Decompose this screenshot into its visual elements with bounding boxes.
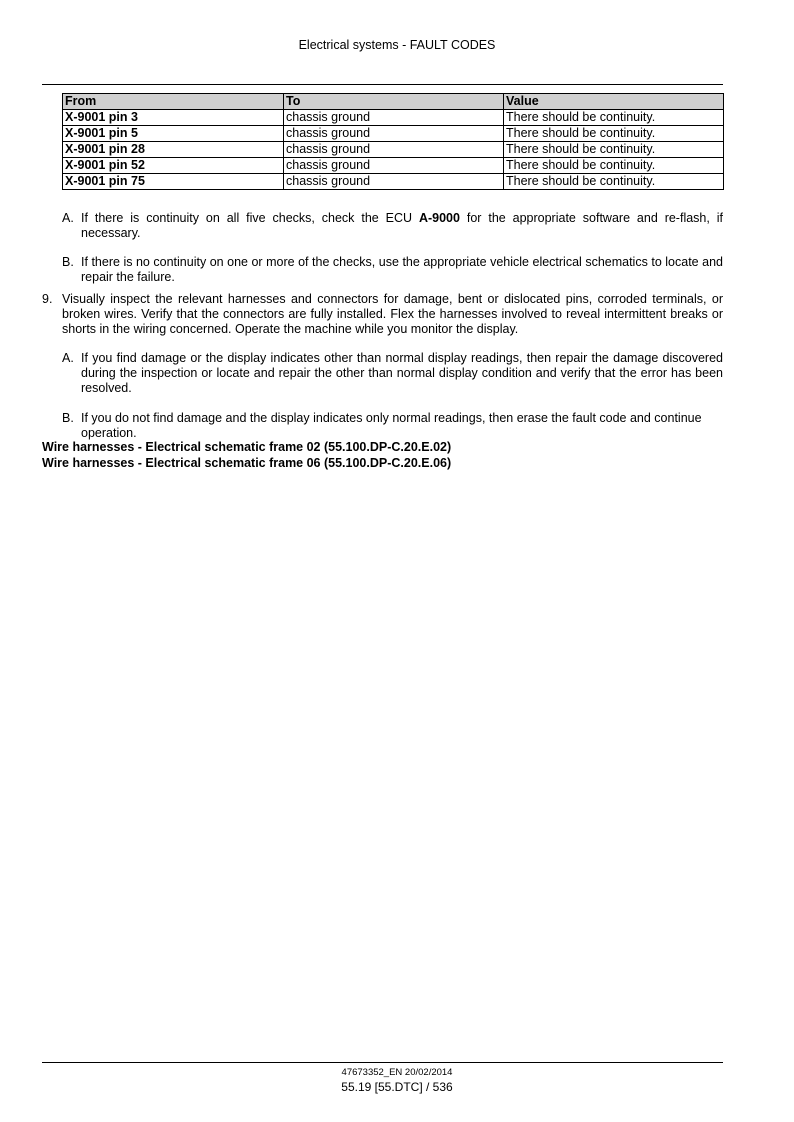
cell-from: X-9001 pin 28 [63, 142, 284, 158]
step8-b-text: If there is no continuity on one or more of the checks, use the appropriate vehicle electrical schematics to locate and repair the failure. [81, 255, 723, 284]
column-header-to: To [284, 94, 504, 110]
step8-a-marker: A. [62, 211, 74, 225]
schematic-frame-06-link[interactable]: Wire harnesses - Electrical schematic frame 06 (55.100.DP-C.20.E.06) [42, 456, 452, 470]
step9-text: Visually inspect the relevant harnesses and connectors for damage, bent or dislocated pins, corroded terminals, or broken wires. Verify that the connectors are fully installed. Flex the harnesses involved to reveal intermittent breaks or shorts in the wiring concerned. Operate the machine while you monitor the display. [62, 292, 723, 336]
cell-from: X-9001 pin 75 [63, 174, 284, 190]
table-header-row [63, 94, 724, 110]
ecu-identifier: A-9000 [418, 211, 460, 225]
header-divider [42, 84, 723, 85]
step8-a-text-before: If there is continuity on all five checks, check the ECU [81, 211, 419, 225]
column-header-value: Value [504, 94, 724, 110]
column-header-from: From [63, 94, 284, 110]
table-row [63, 142, 724, 158]
cell-to: chassis ground [284, 174, 504, 190]
page-header-title: Electrical systems - FAULT CODES [298, 38, 496, 52]
cell-value: There should be continuity. [504, 110, 724, 126]
step9-a-text: If you find damage or the display indicates other than normal display readings, then repair the damage discovered during the inspection or locate and repair the other than normal display condition and verify that the error has been resolved. [81, 351, 723, 395]
cell-from: X-9001 pin 3 [63, 110, 284, 126]
table-row [63, 158, 724, 174]
footer-divider [42, 1062, 723, 1063]
cell-value: There should be continuity. [504, 174, 724, 190]
cell-to: chassis ground [284, 158, 504, 174]
cell-value: There should be continuity. [504, 142, 724, 158]
page-number: 55.19 [55.DTC] / 536 [341, 1080, 453, 1094]
table-row [63, 110, 724, 126]
step8-b-marker: B. [62, 255, 74, 269]
step9-b-text: If you do not find damage and the display indicates only normal readings, then erase the fault code and continue operation. [81, 411, 702, 440]
table-row [63, 126, 724, 142]
cell-from: X-9001 pin 5 [63, 126, 284, 142]
cell-to: chassis ground [284, 110, 504, 126]
cell-to: chassis ground [284, 142, 504, 158]
cell-value: There should be continuity. [504, 158, 724, 174]
step9-marker: 9. [42, 292, 53, 306]
cell-value: There should be continuity. [504, 126, 724, 142]
document-id: 47673352_EN 20/02/2014 [341, 1067, 453, 1078]
cell-to: chassis ground [284, 126, 504, 142]
step8-a-text [81, 211, 723, 241]
continuity-table [62, 93, 724, 190]
cell-from: X-9001 pin 52 [63, 158, 284, 174]
step9-a-marker: A. [62, 351, 74, 365]
schematic-frame-02-link[interactable]: Wire harnesses - Electrical schematic frame 02 (55.100.DP-C.20.E.02) [42, 440, 452, 454]
step8-a-text-after: for the appropriate software and re-flash, if necessary. [81, 211, 724, 240]
step9-b-marker: B. [62, 411, 74, 425]
table-row [63, 174, 724, 190]
